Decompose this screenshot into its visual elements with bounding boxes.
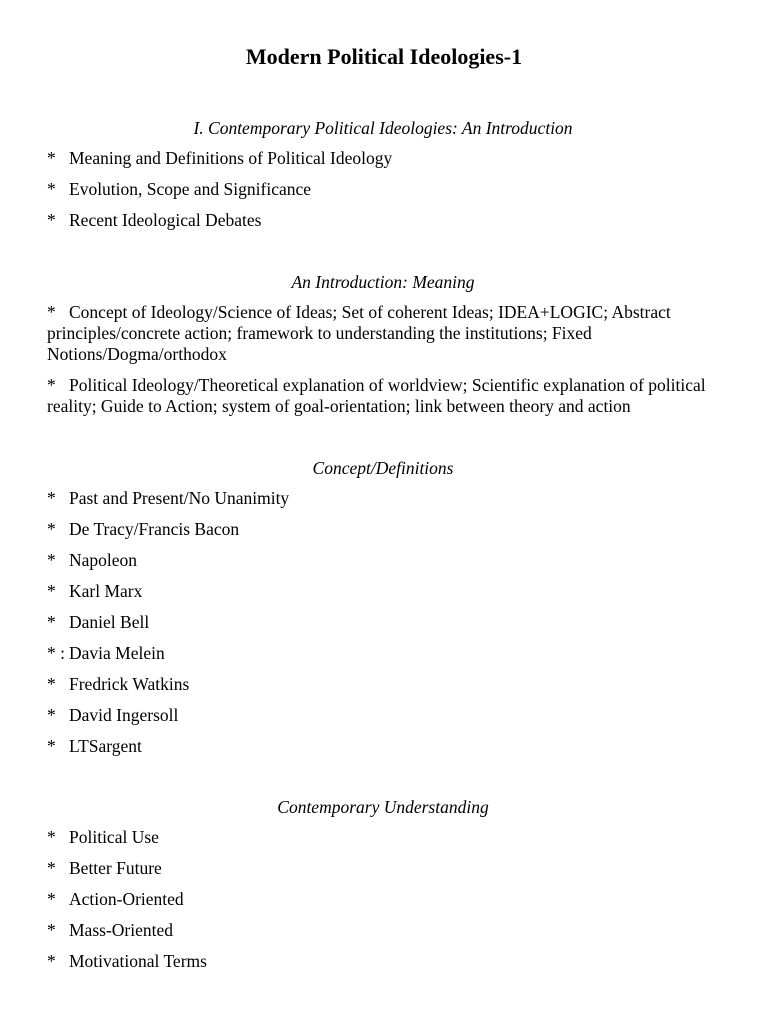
list-item — [47, 550, 727, 571]
list-item — [47, 488, 727, 509]
bullet-marker: * — [47, 827, 56, 847]
section-concept-definitions — [47, 457, 727, 767]
list-item — [47, 148, 727, 169]
list-item — [47, 612, 727, 633]
list-item-text: Better Future — [69, 858, 162, 878]
list-item — [47, 920, 727, 941]
list-item-text: Political Ideology/Theoretical explanation of worldview; Scientific explanation of political reality; Guide to Action; system of goal-orientation; link between theory and action — [47, 375, 706, 416]
section-heading: Contemporary Understanding — [277, 797, 489, 817]
bullet-marker: * — [47, 889, 56, 909]
list-item — [47, 179, 727, 200]
list-item — [47, 375, 727, 417]
bullet-marker: * — [47, 705, 56, 725]
list-item-text: Evolution, Scope and Significance — [69, 179, 312, 199]
bullet-marker: * — [47, 920, 56, 940]
list-item — [47, 643, 727, 664]
list-item-text: Past and Present/No Unanimity — [69, 488, 290, 508]
list-item — [47, 827, 727, 848]
list-item-text: Fredrick Watkins — [69, 674, 190, 694]
section-heading: An Introduction: Meaning — [291, 272, 475, 292]
list-item-text: LTSargent — [69, 736, 142, 756]
list-item — [47, 674, 727, 695]
list-item-text: Motivational Terms — [69, 951, 207, 971]
list-item-text: De Tracy/Francis Bacon — [69, 519, 240, 539]
list-item-text: Meaning and Definitions of Political Ideology — [69, 148, 393, 168]
list-item-text: David Ingersoll — [69, 705, 179, 725]
bullet-marker: * — [47, 488, 56, 508]
list-item — [47, 889, 727, 910]
list-item — [47, 581, 727, 602]
list-item — [47, 519, 727, 540]
bullet-marker: * — [47, 581, 56, 601]
section-meaning — [47, 271, 727, 427]
list-item — [47, 210, 727, 231]
list-item — [47, 951, 727, 972]
list-item — [47, 302, 727, 365]
list-item-text: Karl Marx — [69, 581, 143, 601]
bullet-marker: * — [47, 858, 56, 878]
bullet-marker: * — [47, 302, 56, 322]
bullet-marker: * : — [47, 643, 65, 663]
page-title: Modern Political Ideologies-1 — [245, 44, 523, 69]
bullet-marker: * — [47, 179, 56, 199]
list-item — [47, 705, 727, 726]
bullet-marker: * — [47, 612, 56, 632]
bullet-marker: * — [47, 375, 56, 395]
bullet-list — [47, 827, 727, 972]
list-item-text: Concept of Ideology/Science of Ideas; Set of coherent Ideas; IDEA+LOGIC; Abstract principles/concrete action; framework to understanding the institutions; Fixed Notions/Dogma/orthodox — [47, 302, 671, 364]
list-item — [47, 736, 727, 757]
bullet-marker: * — [47, 550, 56, 570]
section-contemporary-understanding — [47, 796, 727, 982]
section-heading: I. Contemporary Political Ideologies: An Introduction — [193, 118, 573, 138]
bullet-marker: * — [47, 674, 56, 694]
section-introduction — [47, 117, 727, 241]
list-item — [47, 858, 727, 879]
section-heading: Concept/Definitions — [312, 458, 454, 478]
bullet-list — [47, 488, 727, 757]
list-item-text: Napoleon — [69, 550, 138, 570]
bullet-list — [47, 148, 727, 231]
bullet-marker: * — [47, 951, 56, 971]
list-item-text: Action-Oriented — [69, 889, 184, 909]
list-item-text: Political Use — [69, 827, 159, 847]
bullet-marker: * — [47, 519, 56, 539]
bullet-list — [47, 302, 727, 417]
list-item-text: Davia Melein — [69, 643, 165, 663]
list-item-text: Daniel Bell — [69, 612, 150, 632]
bullet-marker: * — [47, 210, 56, 230]
bullet-marker: * — [47, 736, 56, 756]
bullet-marker: * — [47, 148, 56, 168]
list-item-text: Recent Ideological Debates — [69, 210, 262, 230]
list-item-text: Mass-Oriented — [69, 920, 174, 940]
